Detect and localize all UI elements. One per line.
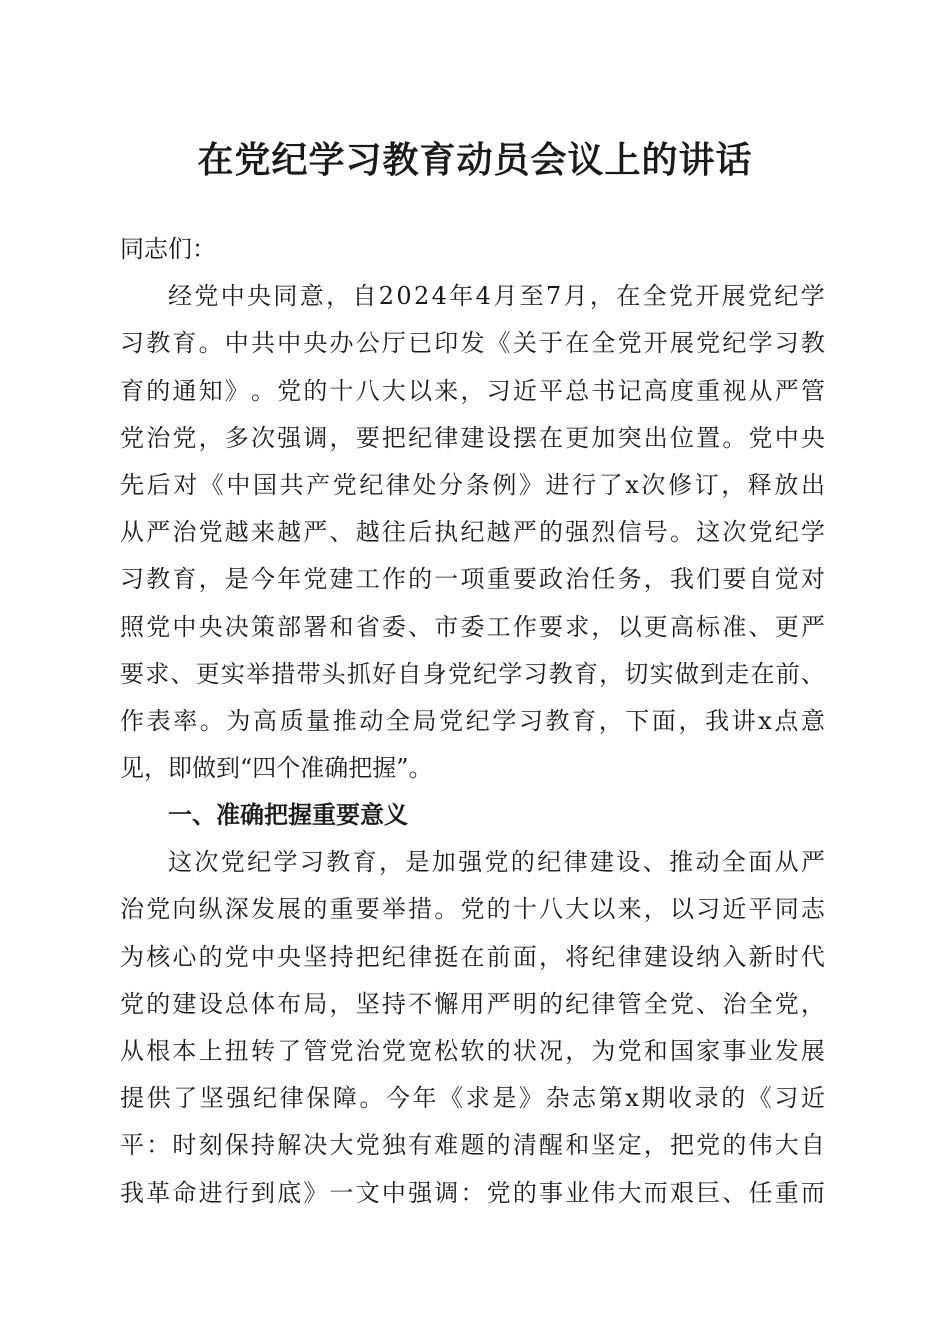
paragraph-line: 我 革 命 进 行 到 底 》 一 文 中 强 调 ： 党 的 事 业 伟 大 而 艰 巨 、 任 重 而 [120,1178,825,1207]
paragraph-line: 要 求 、 更 实 举 措 带 头 抓 好 自 身 党 纪 学 习 教 育 ， 切 实 做 到 走 在 前 、 [120,659,825,688]
paragraph-line: 见，即做到“四个准确把握”。 [120,754,433,783]
paragraph-line: 提 供 了 坚 强 纪 律 保 障 。 今 年 《 求 是 》 杂 志 第 x 期 收 录 的 《 习 近 [120,1084,825,1113]
paragraph-line: 从 严 治 党 越 来 越 严 、 越 往 后 执 纪 越 严 的 强 烈 信 号 。 这 次 党 纪 学 [120,518,825,547]
paragraph-line: 习 教 育 ， 是 今 年 党 建 工 作 的 一 项 重 要 政 治 任 务 ， 我 们 要 自 觉 对 [120,565,825,594]
paragraph-line: 习 教 育 。 中 共 中 央 办 公 厅 已 印 发 《 关 于 在 全 党 开 展 党 纪 学 习 教 [120,329,825,358]
paragraph-line: 治 党 向 纵 深 发 展 的 重 要 举 措 。 党 的 十 八 大 以 来 ， 以 习 近 平 同 志 [120,895,825,924]
document-body [120,226,825,1217]
paragraph-line: 先 后 对 《 中 国 共 产 党 纪 律 处 分 条 例 》 进 行 了 x 次 修 订 ， 释 放 出 [120,470,825,499]
section-heading: 一、准确把握重要意义 [168,801,408,830]
paragraph-line: 照 党 中 央 决 策 部 署 和 省 委 、 市 委 工 作 要 求 ， 以 更 高 标 准 、 更 严 [120,612,825,641]
paragraph-line: 平 ： 时 刻 保 持 解 决 大 党 独 有 难 题 的 清 醒 和 坚 定 ， 把 党 的 伟 大 自 [120,1131,825,1160]
paragraph-line: 育 的 通 知 》 。 党 的 十 八 大 以 来 ， 习 近 平 总 书 记 高 度 重 视 从 严 管 [120,376,825,405]
paragraph-line: 这 次 党 纪 学 习 教 育 ， 是 加 强 党 的 纪 律 建 设 、 推 动 全 面 从 严 [168,848,825,877]
paragraph-line: 经 党 中 央 同 意 ， 自 2 0 2 4 年 4 月 至 7 月 ， 在 全 党 开 展 党 纪 学 [168,282,825,311]
salutation: 同志们： [120,235,216,263]
paragraph-line: 党 的 建 设 总 体 布 局 ， 坚 持 不 懈 用 严 明 的 纪 律 管 全 党 、 治 全 党 ， [120,989,825,1018]
document-title: 在党纪学习教育动员会议上的讲话 [197,139,753,181]
paragraph-line: 作 表 率 。 为 高 质 量 推 动 全 局 党 纪 学 习 教 育 ， 下 面 ， 我 讲 x 点 意 [120,706,825,735]
paragraph-line: 为 核 心 的 党 中 央 坚 持 把 纪 律 挺 在 前 面 ， 将 纪 律 建 设 纳 入 新 时 代 [120,942,825,971]
paragraph-line: 从 根 本 上 扭 转 了 管 党 治 党 宽 松 软 的 状 况 ， 为 党 和 国 家 事 业 发 展 [120,1037,825,1065]
paragraph-line: 党 治 党 ， 多 次 强 调 ， 要 把 纪 律 建 设 摆 在 更 加 突 出 位 置 。 党 中 央 [120,423,825,452]
